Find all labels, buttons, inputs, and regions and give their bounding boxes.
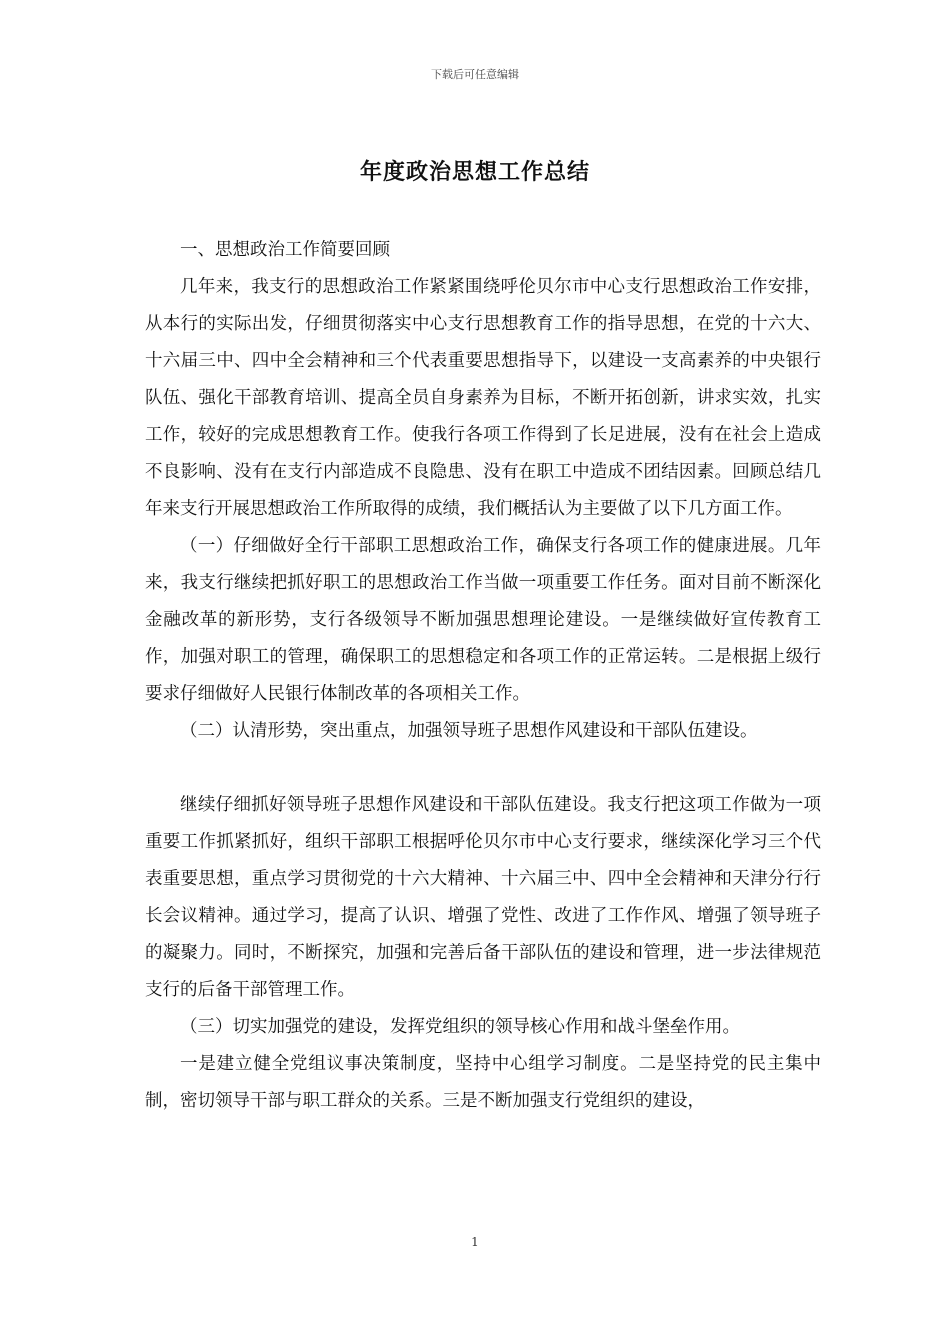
page-header: 下载后可任意编辑 xyxy=(431,68,519,81)
paragraph: 一是建立健全党组议事决策制度，坚持中心组学习制度。二是坚持党的民主集中制，密切领导干部与职工群众的关系。三是不断加强支行党组织的建设， xyxy=(145,1054,821,1111)
paragraph: （一）仔细做好全行干部职工思想政治工作，确保支行各项工作的健康进展。几年来，我支行继续把抓好职工的思想政治工作当做一项重要工作任务。面对目前不断深化金融改革的新形势，支行各级领导不断加强思想理论建设。一是继续做好宣传教育工作，加强对职工的管理，确保职工的思想稳定和各项工作的正常运转。二是根据上级行要求仔细做好人民银行体制改革的各项相关工作。 xyxy=(145,536,821,704)
page-number: 1 xyxy=(471,1235,479,1249)
paragraph: 继续仔细抓好领导班子思想作风建设和干部队伍建设。我支行把这项工作做为一项重要工作抓紧抓好，组织干部职工根据呼伦贝尔市中心支行要求，继续深化学习三个代表重要思想，重点学习贯彻党的十六大精神、十六届三中、四中全会精神和天津分行行长会议精神。通过学习，提高了认识、增强了党性、改进了工作作风、增强了领导班子的凝聚力。同时，不断探究，加强和完善后备干部队伍的建设和管理，进一步法律规范支行的后备干部管理工作。 xyxy=(145,795,821,1000)
section-heading: 一、思想政治工作简要回顾 xyxy=(180,240,390,260)
subsection-heading: （三）切实加强党的建设，发挥党组织的领导核心作用和战斗堡垒作用。 xyxy=(180,1017,740,1037)
paragraph: 几年来，我支行的思想政治工作紧紧围绕呼伦贝尔市中心支行思想政治工作安排，从本行的实际出发，仔细贯彻落实中心支行思想教育工作的指导思想，在党的十六大、十六届三中、四中全会精神和三个代表重要思想指导下，以建设一支高素养的中央银行队伍、强化干部教育培训、提高全员自身素养为目标，不断开拓创新，讲求实效，扎实工作，较好的完成思想教育工作。使我行各项工作得到了长足进展，没有在社会上造成不良影响、没有在支行内部造成不良隐患、没有在职工中造成不团结因素。回顾总结几年来支行开展思想政治工作所取得的成绩，我们概括认为主要做了以下几方面工作。 xyxy=(145,277,821,519)
document-title: 年度政治思想工作总结 xyxy=(359,160,590,185)
document-body xyxy=(145,232,821,1120)
subsection-heading: （二）认清形势，突出重点，加强领导班子思想作风建设和干部队伍建设。 xyxy=(180,721,758,741)
